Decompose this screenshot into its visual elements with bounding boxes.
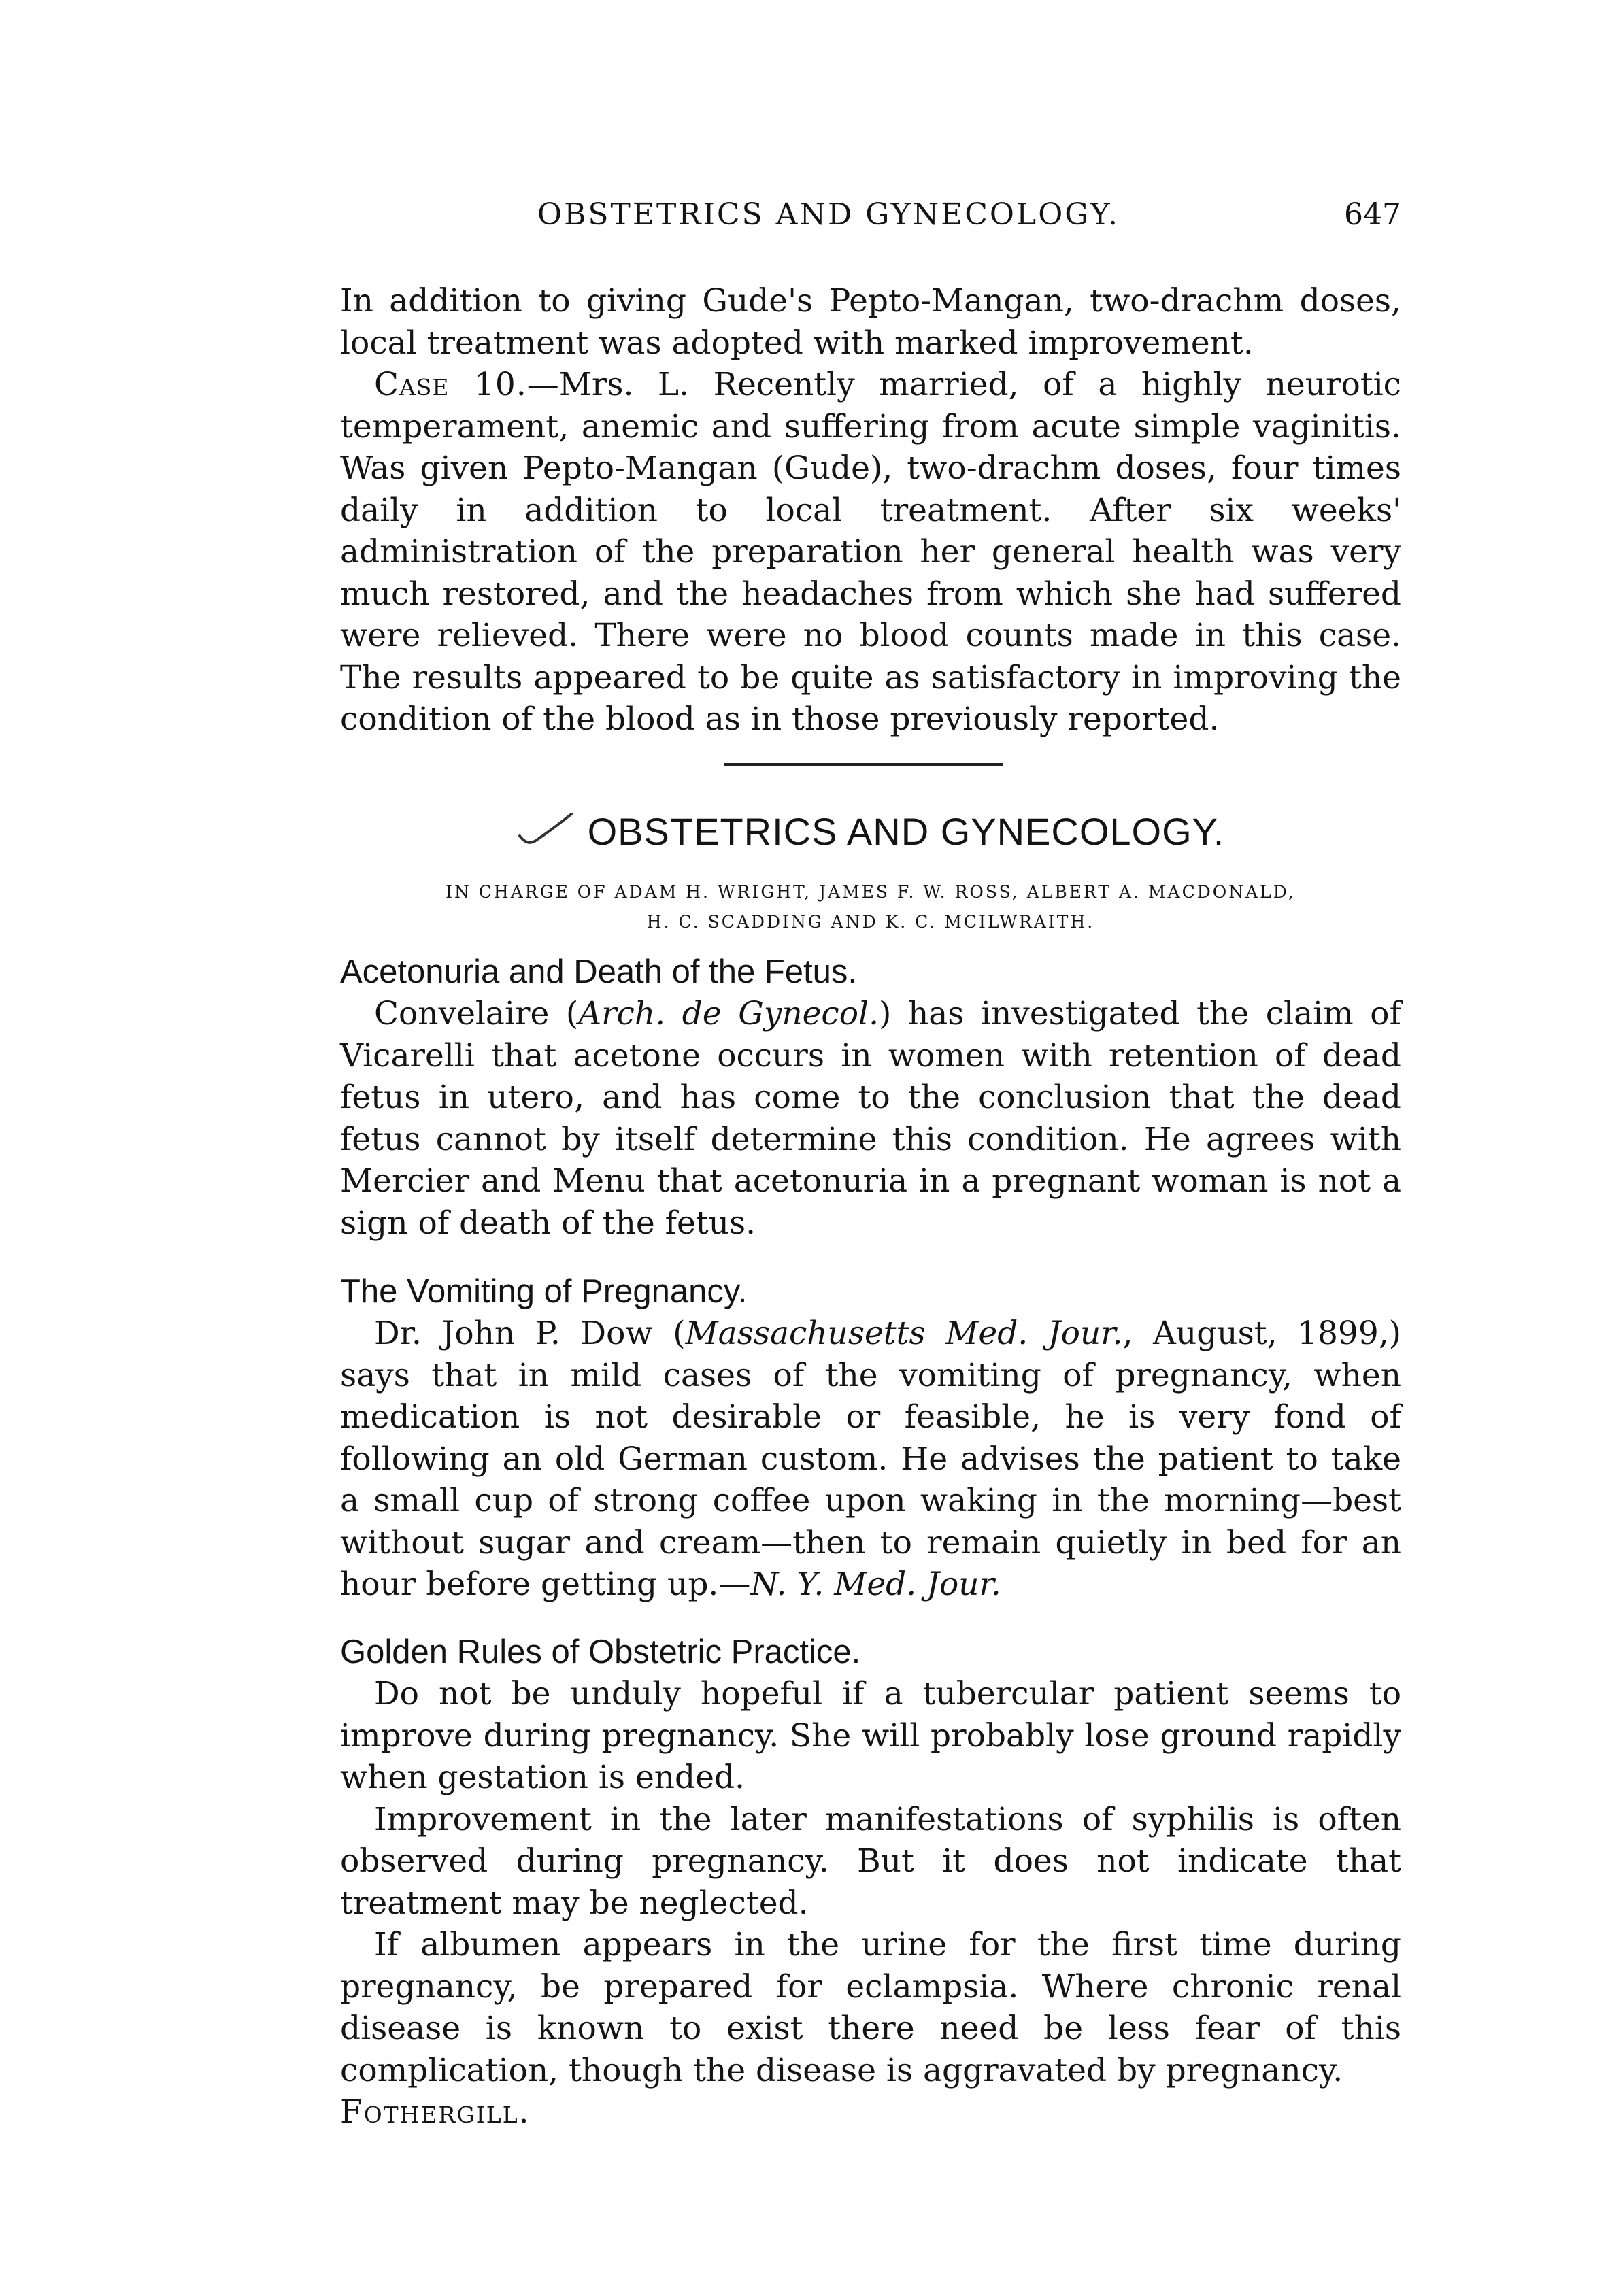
running-head xyxy=(340,197,1401,245)
article-text: , August, 1899,) says that in mild cases of the vomiting of pregnancy, when medication is not desirable or feasible, he is very fond of following an old German custom. He advises the patient to take a small cup of strong coffee upon waking in the morning—best without sugar and cream—then to remain quietly in bed for an hour before getting up.— xyxy=(340,1315,1401,1603)
editors-line-2: H. C. SCADDING AND K. C. MCILWRAITH. xyxy=(646,912,1095,932)
author-signature: Fothergill. xyxy=(340,2093,531,2131)
journal-citation: Arch. de Gynecol. xyxy=(578,995,880,1032)
rule-paragraph: Improvement in the later manifestations of syphilis is often observed during pregnancy. But it does not indicate that treatment may be neglected. xyxy=(340,1800,1401,1922)
case-label: Case 10. xyxy=(374,366,527,403)
rule-paragraph: Do not be unduly hopeful if a tubercular patient seems to improve during pregnancy. She will probably lose ground rapidly when gestation is ended. xyxy=(340,1675,1401,1796)
article-body xyxy=(340,1313,1401,1606)
continuation-text xyxy=(340,280,1401,741)
source-citation: N. Y. Med. Jour. xyxy=(750,1566,1001,1603)
article-golden-rules xyxy=(340,1631,1401,2133)
article-body xyxy=(340,993,1401,1244)
article-acetonuria xyxy=(340,951,1401,1244)
section-editors xyxy=(340,877,1401,937)
check-mark-icon xyxy=(517,811,578,852)
article-vomiting-of-pregnancy xyxy=(340,1270,1401,1606)
article-text: ) has investigated the claim of Vicarelli that acetone occurs in women with retention of dead fetus in utero, and has come to the conclusion that the dead fetus cannot by itself determine this condition. He agrees with Mercier and Menu that acetonuria in a pregnant woman is not a sign of death of the fetus. xyxy=(340,995,1401,1242)
editors-line-1: IN CHARGE OF ADAM H. WRIGHT, JAMES F. W. ROSS, ALBERT A. MACDONALD, xyxy=(446,882,1296,902)
article-title: Golden Rules of Obstetric Practice. xyxy=(340,1634,861,1670)
article-lead: Convelaire ( xyxy=(374,995,579,1032)
case-10-paragraph xyxy=(340,364,1401,741)
running-title: OBSTETRICS AND GYNECOLOGY. xyxy=(537,197,1120,232)
journal-citation: Massachusetts Med. Jour. xyxy=(685,1315,1123,1352)
article-title: Acetonuria and Death of the Fetus. xyxy=(340,953,857,990)
page-number: 647 xyxy=(1344,197,1401,232)
case-text: —Mrs. L. Recently married, of a highly neurotic temperament, anemic and suffering from acute simple vaginitis. Was given Pepto-Mangan (Gude), two-drachm doses, four times daily in addition to local treatment. After six weeks' administration of the preparation her general health was very much restored, and the headaches from which she had suffered were relieved. There were no blood counts made in this case. The results appeared to be quite as satisfactory in improving the condition of the blood as in those previously reported. xyxy=(340,366,1401,738)
article-title: The Vomiting of Pregnancy. xyxy=(340,1273,748,1310)
article-lead: Dr. John P. Dow ( xyxy=(374,1315,686,1352)
section-heading xyxy=(340,809,1401,854)
continuation-paragraph: In addition to giving Gude's Pepto-Mangan, two-drachm doses, local treatment was adopted with marked improvement. xyxy=(340,282,1401,362)
rule-paragraph: If albumen appears in the urine for the first time during pregnancy, be prepared for eclampsia. Where chronic renal disease is known to exist there need be less fear of this complication, though the disease is aggravated by pregnancy. xyxy=(340,1926,1401,2089)
section-title: OBSTETRICS AND GYNECOLOGY. xyxy=(587,810,1225,853)
section-divider xyxy=(724,763,1003,766)
